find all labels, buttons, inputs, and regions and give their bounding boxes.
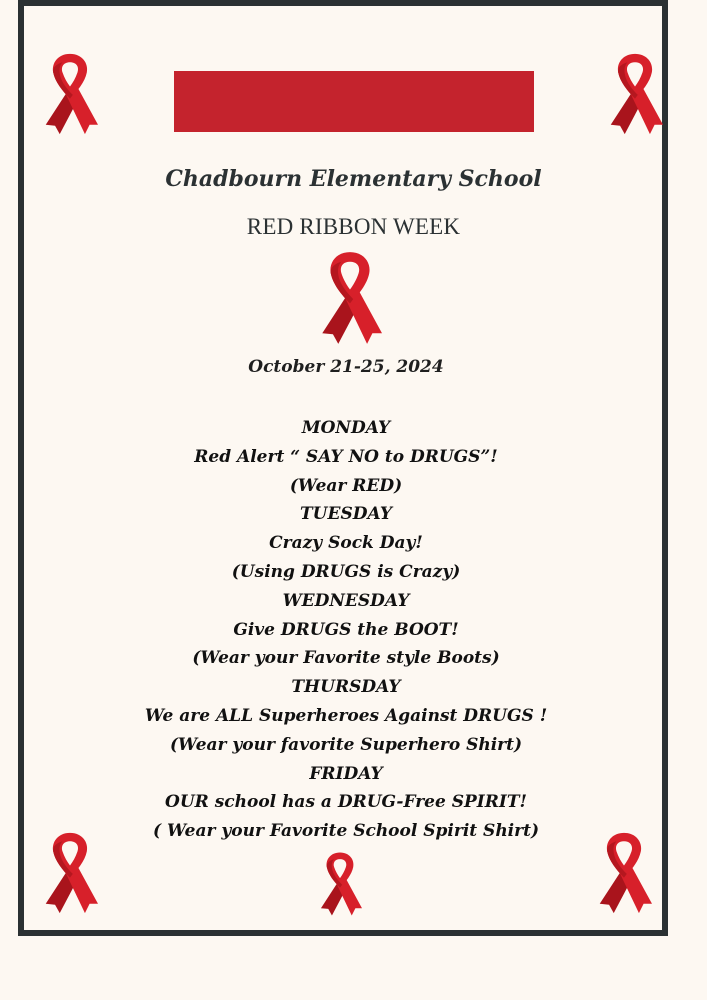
red-ribbon-icon xyxy=(318,850,362,918)
schedule-attire-tuesday: (Using DRUGS is Crazy) xyxy=(231,561,461,582)
red-ribbon-icon xyxy=(42,50,98,138)
title-banner xyxy=(174,71,534,132)
event-title: RED RIBBON WEEK xyxy=(246,214,461,239)
school-name: Chadbourn Elementary School xyxy=(165,166,542,192)
schedule-attire-wednesday: (Wear your Favorite style Boots) xyxy=(192,648,500,669)
red-ribbon-icon xyxy=(318,248,382,348)
schedule-day-thursday: THURSDAY xyxy=(291,677,401,698)
schedule-day-wednesday: WEDNESDAY xyxy=(282,590,410,611)
schedule-theme-monday: Red Alert “ SAY NO to DRUGS”! xyxy=(194,446,498,467)
event-dates: October 21-25, 2024 xyxy=(248,357,444,377)
schedule-theme-thursday: We are ALL Superheroes Against DRUGS ! xyxy=(144,705,548,726)
red-ribbon-icon xyxy=(607,50,663,138)
schedule-day-tuesday: TUESDAY xyxy=(300,504,392,525)
schedule-attire-friday: ( Wear your Favorite School Spirit Shirt) xyxy=(153,821,539,842)
schedule-attire-thursday: (Wear your favorite Superhero Shirt) xyxy=(169,734,523,755)
schedule-list xyxy=(0,414,692,846)
schedule-theme-tuesday: Crazy Sock Day! xyxy=(269,533,423,554)
schedule-day-friday: FRIDAY xyxy=(309,763,383,784)
schedule-theme-friday: OUR school has a DRUG-Free SPIRIT! xyxy=(165,792,527,813)
schedule-attire-monday: (Wear RED) xyxy=(289,475,403,496)
schedule-theme-wednesday: Give DRUGS the BOOT! xyxy=(233,619,459,640)
schedule-day-monday: MONDAY xyxy=(301,418,391,438)
